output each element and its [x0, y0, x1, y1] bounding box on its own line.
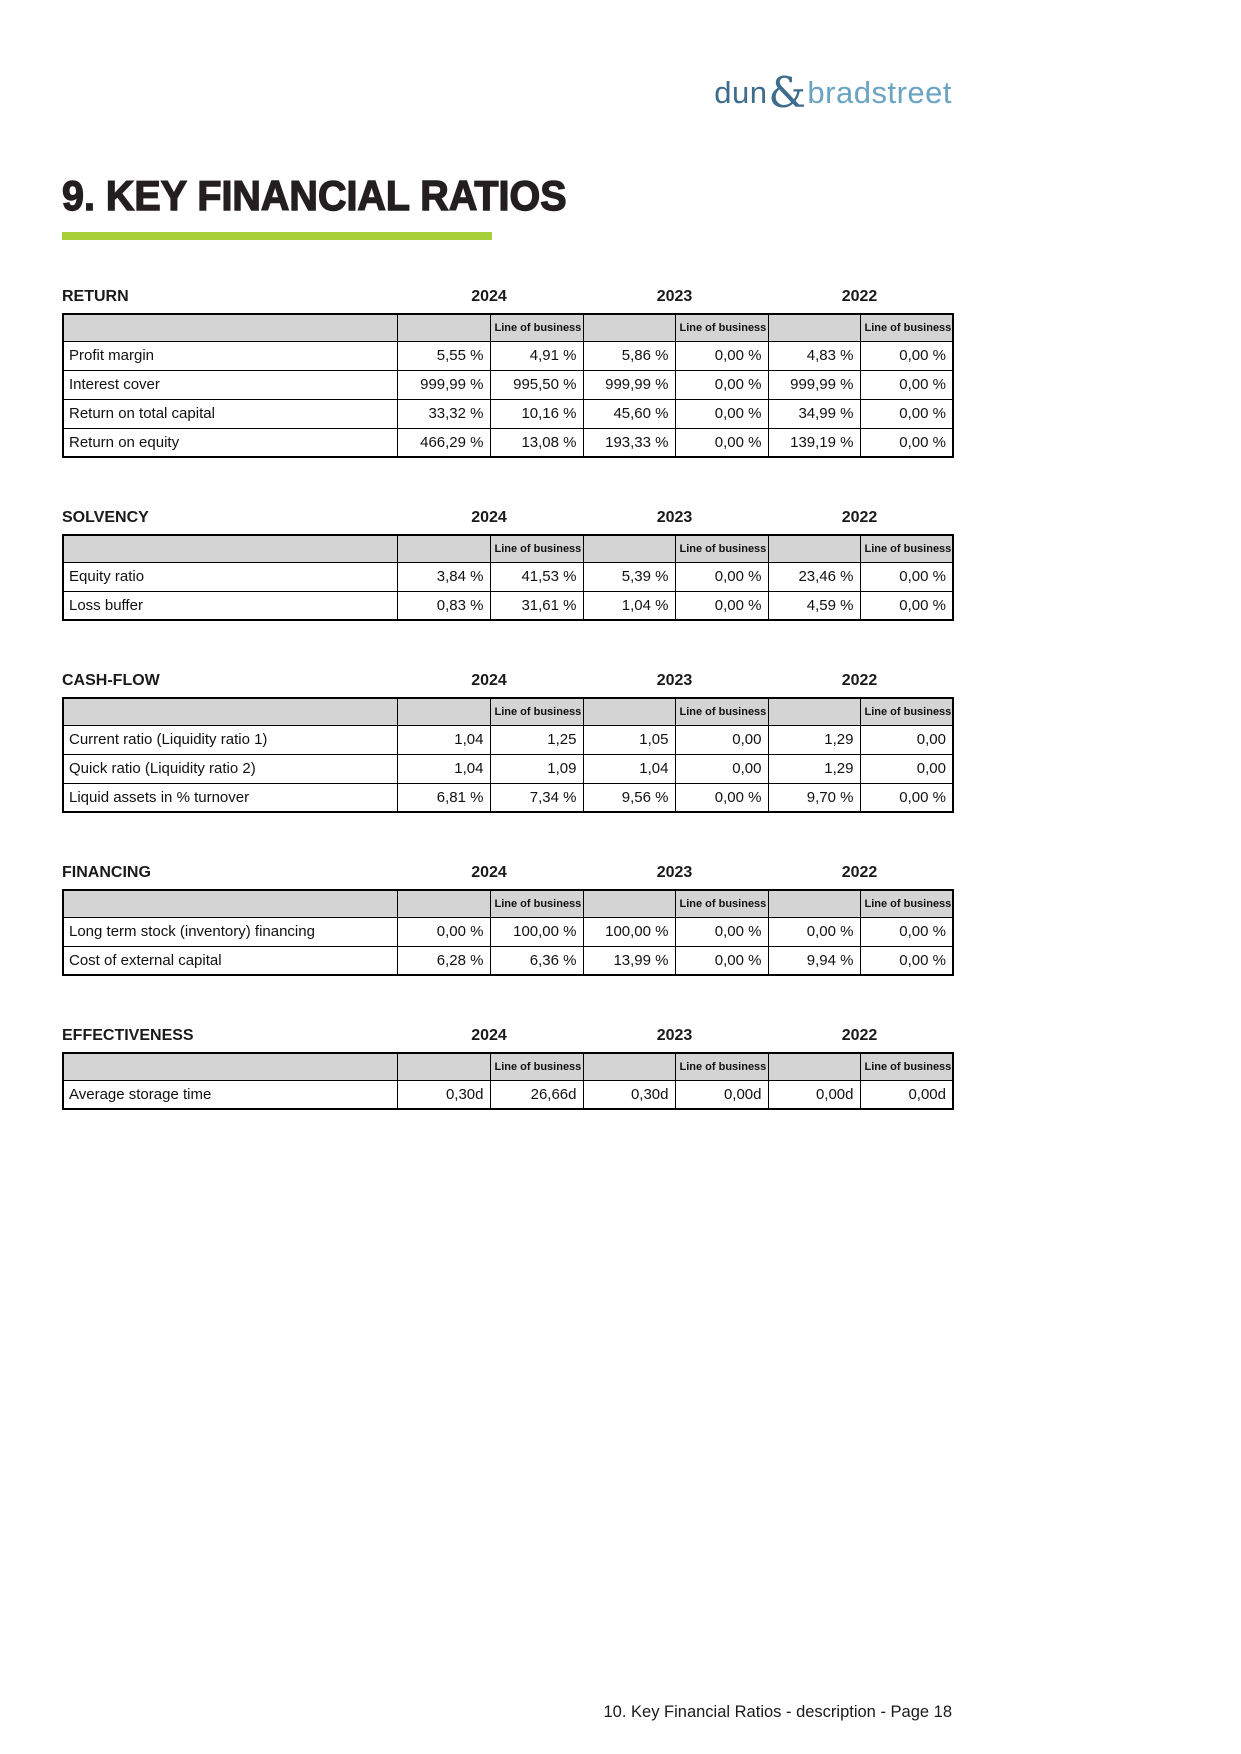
dnb-logo — [714, 68, 952, 117]
ratio-section — [62, 1027, 954, 1110]
table-row — [63, 399, 953, 428]
cell-value: 4,83 % — [768, 341, 860, 370]
ratio-table — [62, 534, 954, 621]
cell-value: 0,00 — [860, 725, 953, 754]
header-empty-cell — [397, 535, 490, 562]
line-of-business-header: Line of business — [675, 890, 768, 917]
ratio-section — [62, 509, 954, 621]
cell-value: 0,30d — [397, 1080, 490, 1109]
ampersand-icon: & — [768, 68, 807, 117]
line-of-business-header: Line of business — [490, 1053, 583, 1080]
row-label: Interest cover — [63, 370, 397, 399]
table-row — [63, 917, 953, 946]
cell-value: 0,00 % — [397, 917, 490, 946]
cell-value: 0,00 % — [860, 370, 953, 399]
header-empty-cell — [63, 535, 397, 562]
cell-value: 41,53 % — [490, 562, 583, 591]
cell-value: 13,08 % — [490, 428, 583, 457]
line-of-business-header: Line of business — [675, 314, 768, 341]
header-empty-cell — [583, 698, 675, 725]
ratio-sections-container — [62, 288, 954, 1161]
year-header-2024: 2024 — [471, 864, 507, 881]
table-row — [63, 946, 953, 975]
logo-text-bradstreet: bradstreet — [807, 75, 952, 110]
cell-value: 9,94 % — [768, 946, 860, 975]
header-empty-cell — [397, 890, 490, 917]
year-header-2024: 2024 — [471, 509, 507, 526]
header-empty-cell — [768, 1053, 860, 1080]
year-header-2023: 2023 — [656, 864, 693, 881]
cell-value: 9,56 % — [583, 783, 675, 812]
table-row — [63, 370, 953, 399]
ratio-section — [62, 864, 954, 976]
year-header-2024: 2024 — [471, 672, 507, 689]
section-header — [62, 288, 952, 306]
cell-value: 0,00 % — [675, 946, 768, 975]
year-header-2022: 2022 — [841, 288, 878, 305]
cell-value: 1,25 — [490, 725, 583, 754]
cell-value: 0,00 % — [675, 428, 768, 457]
ratio-table — [62, 313, 954, 458]
cell-value: 0,00 % — [860, 428, 953, 457]
cell-value: 0,00 % — [860, 399, 953, 428]
table-header-row — [63, 1053, 953, 1080]
header-empty-cell — [768, 314, 860, 341]
cell-value: 0,00 % — [675, 370, 768, 399]
row-label: Cost of external capital — [63, 946, 397, 975]
header-empty-cell — [768, 890, 860, 917]
cell-value: 7,34 % — [490, 783, 583, 812]
cell-value: 5,39 % — [583, 562, 675, 591]
table-row — [63, 1080, 953, 1109]
table-row — [63, 428, 953, 457]
year-header-2024: 2024 — [471, 288, 507, 305]
cell-value: 0,30d — [583, 1080, 675, 1109]
year-header-2023: 2023 — [656, 672, 693, 689]
cell-value: 4,91 % — [490, 341, 583, 370]
line-of-business-header: Line of business — [860, 535, 953, 562]
cell-value: 999,99 % — [583, 370, 675, 399]
line-of-business-header: Line of business — [490, 890, 583, 917]
line-of-business-header: Line of business — [860, 698, 953, 725]
year-header-2022: 2022 — [841, 864, 878, 881]
ratio-table — [62, 1052, 954, 1110]
header-empty-cell — [63, 1053, 397, 1080]
header-empty-cell — [583, 890, 675, 917]
cell-value: 26,66d — [490, 1080, 583, 1109]
line-of-business-header: Line of business — [490, 535, 583, 562]
line-of-business-header: Line of business — [860, 314, 953, 341]
cell-value: 31,61 % — [490, 591, 583, 620]
cell-value: 0,00 — [860, 754, 953, 783]
header-empty-cell — [397, 314, 490, 341]
year-header-2022: 2022 — [841, 509, 878, 526]
row-label: Loss buffer — [63, 591, 397, 620]
cell-value: 1,09 — [490, 754, 583, 783]
year-header-2022: 2022 — [841, 1027, 878, 1044]
table-row — [63, 725, 953, 754]
header-empty-cell — [63, 314, 397, 341]
cell-value: 34,99 % — [768, 399, 860, 428]
line-of-business-header: Line of business — [675, 1053, 768, 1080]
ratio-section — [62, 288, 954, 458]
row-label: Current ratio (Liquidity ratio 1) — [63, 725, 397, 754]
line-of-business-header: Line of business — [675, 698, 768, 725]
cell-value: 1,04 % — [583, 591, 675, 620]
row-label: Liquid assets in % turnover — [63, 783, 397, 812]
cell-value: 23,46 % — [768, 562, 860, 591]
cell-value: 0,00 — [675, 754, 768, 783]
cell-value: 995,50 % — [490, 370, 583, 399]
header-empty-cell — [397, 1053, 490, 1080]
row-label: Quick ratio (Liquidity ratio 2) — [63, 754, 397, 783]
cell-value: 999,99 % — [768, 370, 860, 399]
cell-value: 33,32 % — [397, 399, 490, 428]
section-header — [62, 509, 952, 527]
cell-value: 0,00 — [675, 725, 768, 754]
cell-value: 5,55 % — [397, 341, 490, 370]
year-header-2024: 2024 — [471, 1027, 507, 1044]
year-header-2023: 2023 — [656, 1027, 693, 1044]
cell-value: 0,00 % — [675, 399, 768, 428]
table-row — [63, 783, 953, 812]
cell-value: 0,00 % — [860, 341, 953, 370]
section-title: SOLVENCY — [62, 509, 149, 526]
year-header-2023: 2023 — [656, 509, 693, 526]
row-label: Equity ratio — [63, 562, 397, 591]
header-empty-cell — [583, 314, 675, 341]
cell-value: 0,00 % — [675, 562, 768, 591]
cell-value: 1,04 — [397, 725, 490, 754]
cell-value: 6,81 % — [397, 783, 490, 812]
table-row — [63, 562, 953, 591]
section-header — [62, 672, 952, 690]
section-header — [62, 1027, 952, 1045]
cell-value: 1,29 — [768, 725, 860, 754]
year-header-2023: 2023 — [656, 288, 693, 305]
cell-value: 100,00 % — [583, 917, 675, 946]
ratio-table — [62, 889, 954, 976]
header-empty-cell — [768, 698, 860, 725]
cell-value: 6,36 % — [490, 946, 583, 975]
section-title: EFFECTIVENESS — [62, 1027, 194, 1044]
cell-value: 999,99 % — [397, 370, 490, 399]
cell-value: 0,00 % — [675, 783, 768, 812]
table-row — [63, 754, 953, 783]
cell-value: 466,29 % — [397, 428, 490, 457]
table-header-row — [63, 535, 953, 562]
cell-value: 10,16 % — [490, 399, 583, 428]
table-header-row — [63, 314, 953, 341]
cell-value: 0,00 % — [675, 917, 768, 946]
header-empty-cell — [583, 1053, 675, 1080]
year-header-2022: 2022 — [841, 672, 878, 689]
cell-value: 1,04 — [583, 754, 675, 783]
title-underline-bar — [62, 232, 492, 240]
cell-value: 5,86 % — [583, 341, 675, 370]
ratio-table — [62, 697, 954, 813]
cell-value: 100,00 % — [490, 917, 583, 946]
cell-value: 193,33 % — [583, 428, 675, 457]
cell-value: 3,84 % — [397, 562, 490, 591]
cell-value: 13,99 % — [583, 946, 675, 975]
section-title: CASH-FLOW — [62, 672, 160, 689]
header-empty-cell — [768, 535, 860, 562]
section-title: FINANCING — [62, 864, 151, 881]
cell-value: 0,00 % — [860, 946, 953, 975]
cell-value: 9,70 % — [768, 783, 860, 812]
page-title: 9. KEY FINANCIAL RATIOS — [62, 172, 567, 219]
cell-value: 1,29 — [768, 754, 860, 783]
line-of-business-header: Line of business — [490, 314, 583, 341]
cell-value: 0,00 % — [675, 591, 768, 620]
cell-value: 0,00 % — [860, 562, 953, 591]
cell-value: 0,00d — [675, 1080, 768, 1109]
line-of-business-header: Line of business — [490, 698, 583, 725]
cell-value: 45,60 % — [583, 399, 675, 428]
header-empty-cell — [63, 698, 397, 725]
cell-value: 6,28 % — [397, 946, 490, 975]
line-of-business-header: Line of business — [675, 535, 768, 562]
cell-value: 0,00 % — [860, 917, 953, 946]
header-empty-cell — [583, 535, 675, 562]
line-of-business-header: Line of business — [860, 1053, 953, 1080]
ratio-section — [62, 672, 954, 813]
header-empty-cell — [397, 698, 490, 725]
table-row — [63, 591, 953, 620]
line-of-business-header: Line of business — [860, 890, 953, 917]
cell-value: 0,00 % — [675, 341, 768, 370]
cell-value: 0,00d — [860, 1080, 953, 1109]
row-label: Return on equity — [63, 428, 397, 457]
row-label: Long term stock (inventory) financing — [63, 917, 397, 946]
cell-value: 0,00d — [768, 1080, 860, 1109]
page-footer: 10. Key Financial Ratios - description - Page 18 — [603, 1703, 952, 1721]
section-title: RETURN — [62, 288, 129, 305]
cell-value: 0,00 % — [860, 783, 953, 812]
cell-value: 0,00 % — [768, 917, 860, 946]
cell-value: 1,05 — [583, 725, 675, 754]
section-header — [62, 864, 952, 882]
row-label: Return on total capital — [63, 399, 397, 428]
cell-value: 139,19 % — [768, 428, 860, 457]
cell-value: 1,04 — [397, 754, 490, 783]
table-row — [63, 341, 953, 370]
table-header-row — [63, 890, 953, 917]
cell-value: 4,59 % — [768, 591, 860, 620]
cell-value: 0,83 % — [397, 591, 490, 620]
table-header-row — [63, 698, 953, 725]
header-empty-cell — [63, 890, 397, 917]
row-label: Average storage time — [63, 1080, 397, 1109]
logo-text-dun: dun — [714, 75, 768, 110]
cell-value: 0,00 % — [860, 591, 953, 620]
row-label: Profit margin — [63, 341, 397, 370]
